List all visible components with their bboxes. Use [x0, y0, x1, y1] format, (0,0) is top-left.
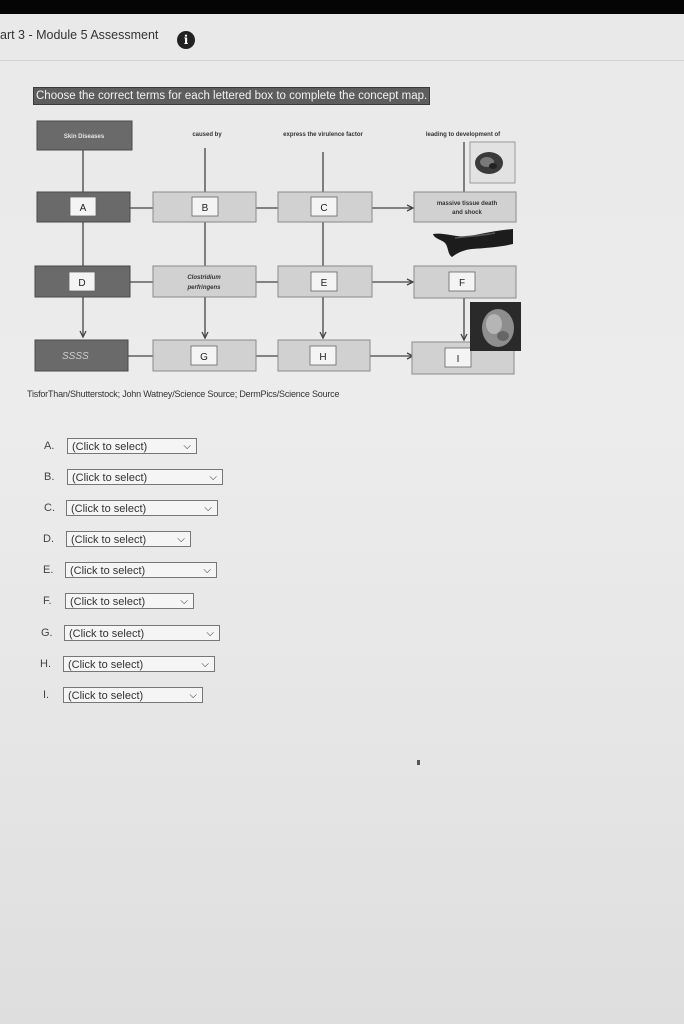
answer-letter: A. — [44, 440, 55, 452]
select-e[interactable] — [65, 562, 217, 578]
massive-tissue-line2: and shock — [452, 210, 482, 216]
answer-letter: H. — [40, 658, 51, 670]
clostridium-line2: perfringens — [187, 285, 221, 291]
answer-letter: F. — [43, 595, 52, 607]
image-credit: TisforThan/Shutterstock; John Watney/Science Source; DermPics/Science Source — [27, 389, 340, 399]
select-g[interactable] — [64, 625, 220, 641]
select-value: (Click to select) — [72, 441, 148, 453]
answer-letter: I. — [43, 689, 50, 701]
select-value: (Click to select) — [70, 565, 146, 577]
clostridium-line1: Clostridium — [187, 275, 221, 281]
chevron-down-icon: ⌵ — [180, 596, 188, 607]
box-b-letter: B — [201, 203, 209, 214]
box-f-letter: F — [458, 278, 466, 289]
box-h-letter: H — [319, 352, 327, 363]
question-instruction: Choose the correct terms for each lettered box to complete the concept map. — [33, 87, 430, 105]
select-b[interactable] — [67, 469, 223, 485]
select-f[interactable] — [65, 593, 194, 609]
chevron-down-icon: ⌵ — [201, 659, 209, 670]
cursor-mark — [417, 760, 420, 765]
skin-rash-image — [470, 302, 521, 351]
box-a-letter: A — [79, 203, 87, 214]
info-icon[interactable]: i — [177, 31, 195, 49]
chevron-down-icon: ⌵ — [204, 503, 212, 514]
ssss-label: SSSS — [62, 351, 89, 362]
clostridium-box — [153, 266, 256, 297]
select-value: (Click to select) — [72, 472, 148, 484]
box-i-letter: I — [456, 354, 460, 365]
select-value: (Click to select) — [68, 659, 144, 671]
select-h[interactable] — [63, 656, 215, 672]
select-value: (Click to select) — [71, 534, 147, 546]
necrotic-foot-image — [433, 229, 513, 257]
box-e-letter: E — [320, 278, 328, 289]
chevron-down-icon: ⌵ — [189, 690, 197, 701]
select-value: (Click to select) — [71, 503, 147, 515]
massive-tissue-death-box — [414, 192, 516, 222]
answer-letter: G. — [41, 627, 53, 639]
box-c-letter: C — [320, 203, 328, 214]
answer-letter: B. — [44, 471, 55, 483]
select-value: (Click to select) — [68, 690, 144, 702]
chevron-down-icon: ⌵ — [203, 565, 211, 576]
answer-letter: C. — [44, 502, 55, 514]
chevron-down-icon: ⌵ — [183, 441, 191, 452]
chevron-down-icon: ⌵ — [177, 534, 185, 545]
answer-letter: D. — [43, 533, 54, 545]
row-1-boxes — [37, 192, 516, 222]
select-value: (Click to select) — [69, 628, 145, 640]
leading-to-label: leading to development of — [425, 132, 501, 138]
page-title: art 3 - Module 5 Assessment — [0, 28, 159, 42]
select-value: (Click to select) — [70, 596, 146, 608]
caused-by-label: caused by — [192, 132, 222, 138]
chevron-down-icon: ⌵ — [206, 628, 214, 639]
virulence-factor-label: express the virulence factor — [283, 132, 363, 138]
massive-tissue-line1: massive tissue death — [436, 201, 498, 207]
select-i[interactable] — [63, 687, 203, 703]
row-3-boxes — [35, 340, 514, 374]
box-d-letter: D — [78, 278, 86, 289]
skin-diseases-label: Skin Diseases — [63, 134, 105, 140]
chevron-down-icon: ⌵ — [209, 472, 217, 483]
bacteria-micrograph-image — [470, 142, 515, 183]
answer-letter: E. — [43, 564, 54, 576]
box-g-letter: G — [200, 352, 208, 363]
select-c[interactable] — [66, 500, 218, 516]
select-d[interactable] — [66, 531, 191, 547]
select-a[interactable] — [67, 438, 197, 454]
concept-map-connectors — [80, 142, 467, 359]
concept-map-headers — [37, 121, 501, 150]
concept-map — [0, 0, 684, 400]
